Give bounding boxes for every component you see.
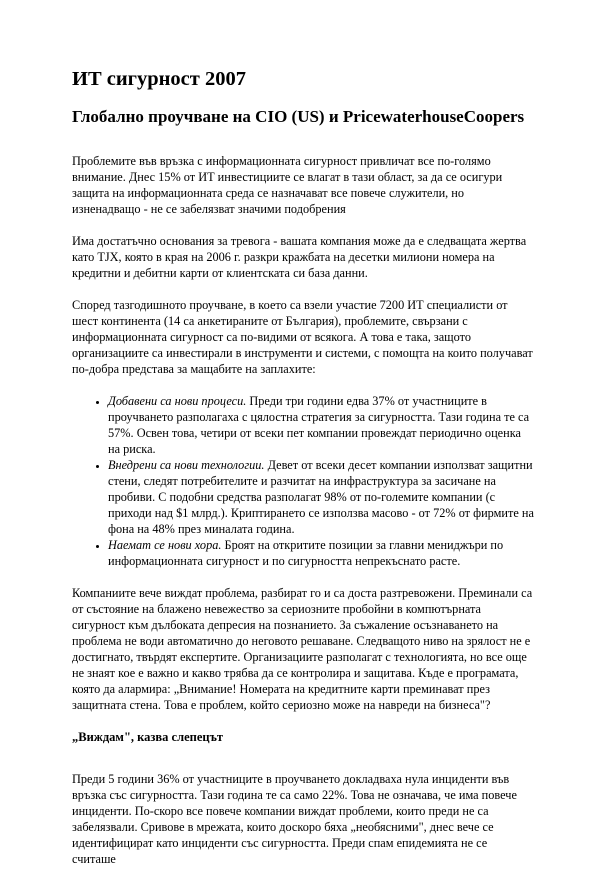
list-item-lead: Наемат се нови хора. [108,538,222,552]
list-item-text: Преди три години едва 37% от участниците в проучването разполагаха с цялостна стратегия за сигурността. Тази година те са 57%. Освен това, четири от всеки пет компании провеждат периодично оценка на риска. [108,394,530,456]
paragraph-tjx: Има достатъчно основания за тревога - вашата компания може да е следващата жертва като TJX, която в края на 2006 г. разкри кражбата на десетки милиони номера на кредитни и дебитни карти от клиентската си база данни. [72,234,527,280]
list-item-text: Броят на откритите позиции за главни мениджъри по информационната сигурност и по сигурността непрекъснато расте. [108,538,504,568]
paragraph-survey: Според тазгодишното проучване, в което са взели участие 7200 ИТ специалисти от шест континента (14 са анкетираните от България), проблемите, свързани с информационната сигурност са по-видими от всякога. А това е така, защото организациите са инвестирали в инструменти и системи, с помощта на които получават по-добра представа за мащабите на заплахите: [72,298,533,376]
list-item [108,537,534,569]
document-subtitle: Глобално проучване на CIO (US) и PricewaterhouseCoopers [72,107,525,126]
paragraph-awareness: Компаниите вече виждат проблема, разбират го и са доста разтревожени. Преминали са от състояние на блажено невежество за сериозните пробойни в компютърната сигурност към дълбоката депресия на познанието. За съжаление осъзнаването на проблема не води автоматично до неговото решаване. Следващото ниво на зрялост не е достигнато, твърдят експертите. Организациите разполагат с технологията, но все още не знаят кое е важно и какво трябва да се контролира и защитава. Къде е програмата, която да алармира: „Внимание! Номерата на кредитните карти преминават през защитната стена. Това е проблем, който сериозно може на навреди на бизнеса"? [72,586,533,712]
paragraph-intro: Проблемите във връзка с информационната сигурност привличат все по-голямо внимание. Днес 15% от ИТ инвестициите се влагат в тази област, за да се осигури защита на информационната среда се назначават все повече служители, но изненадващо - не се забелязват значими подобрения [72,154,503,216]
list-item-text: Девет от всеки десет компании използват защитни стени, следят потребителите и разчитат на инфраструктура за засичане на пробиви. С подобни средства разполагат 98% от по-големите компании (с приходи над $1 млрд.). Криптирането се използва масово - от 72% от фирмите на фона на 48% през миналата година. [108,458,534,536]
paragraph-incidents: Преди 5 години 36% от участниците в проучването докладваха нула инциденти във връзка със сигурността. Тази година те са само 22%. Това не означава, че има повече инциденти. По-скоро все повече компании виждат проблеми, които преди не са забелязвали. Сривове в мрежата, които доскоро бяха „необясними", днес вече се идентифицират като инциденти със сигурността. Преди спам епидемията не се считаше [72,772,517,866]
list-item [108,457,534,537]
list-item-lead: Добавени са нови процеси. [108,394,247,408]
section-heading: „Виждам", казва слепецът [72,730,224,744]
list-item [108,393,534,457]
list-item-lead: Внедрени са нови технологии. [108,458,265,472]
findings-list [72,393,534,569]
document-title: ИТ сигурност 2007 [72,68,246,90]
document-page [72,66,534,883]
